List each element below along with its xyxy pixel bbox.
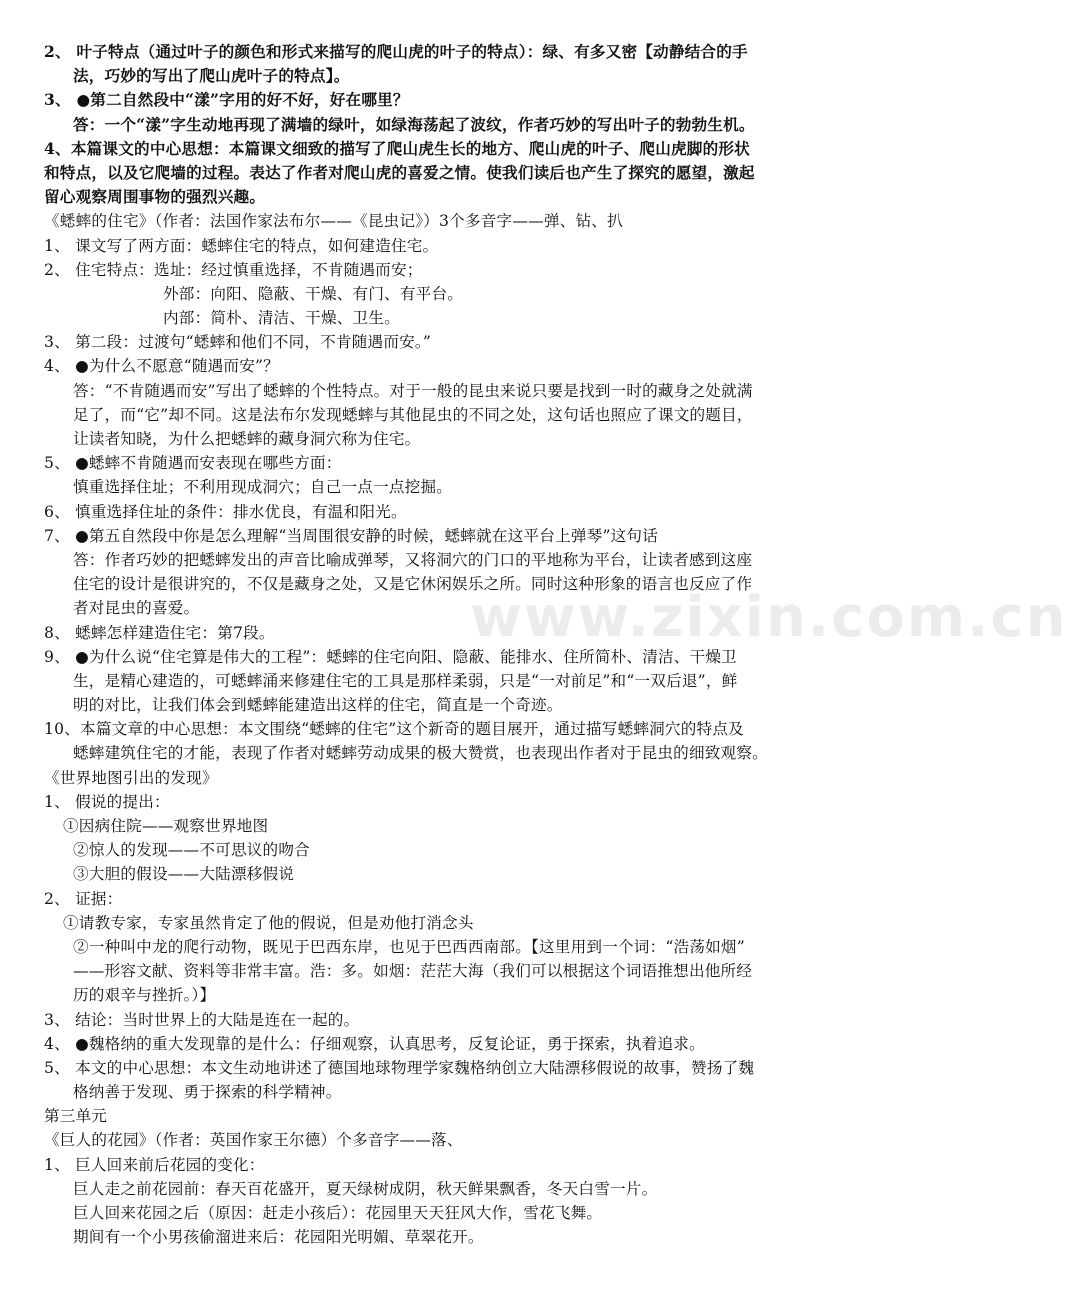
watermark: www.zixin.com.cn: [470, 585, 1068, 650]
text-line: 内部：简朴、清洁、干燥、卫生。: [163, 309, 400, 328]
list-item: ③大胆的假设——大陆漂移假说: [73, 865, 295, 884]
text-line: ——形容文献、资料等非常丰富。浩：多。如烟：茫茫大海（我们可以根据这个词语推想出他所经: [73, 962, 753, 981]
text-line: 慎重选择住址；不利用现成洞穴；自己一点一点挖掘。: [73, 478, 453, 497]
list-item: ②惊人的发现——不可思议的吻合: [73, 841, 310, 860]
text-line: 者对昆虫的喜爱。: [73, 599, 200, 618]
text-line: 期间有一个小男孩偷溜进来后：花园阳光明媚、草翠花开。: [73, 1228, 484, 1247]
text-line: 历的艰辛与挫折。）】: [73, 986, 216, 1005]
text-line: 答：一个“漾”字生动地再现了满墙的绿叶，如绿海荡起了波纹，作者巧妙的写出叶子的勃勃生机。: [73, 114, 755, 134]
list-item: ①因病住院——观察世界地图: [63, 817, 269, 835]
text-line: 9、 ●为什么说“住宅算是伟大的工程”：蟋蟀的住宅向阳、隐蔽、能排水、住所简朴、清洁、干燥卫: [44, 647, 737, 666]
text-line: 1、 巨人回来前后花园的变化：: [44, 1155, 265, 1174]
text-line: 让读者知晓，为什么把蟋蟀的藏身洞穴称为住宅。: [73, 430, 421, 448]
text-line: 格纳善于发现、勇于探索的科学精神。: [73, 1083, 342, 1102]
text-line: 生，是精心建造的，可蟋蟀涌来修建住宅的工具是那样柔弱，只是“一对前足”和“一双后退”，鲜: [73, 671, 738, 690]
text-line: 答：作者巧妙的把蟋蟀发出的声音比喻成弹琴，又将洞穴的门口的平地称为平台，让读者感到这座: [73, 550, 753, 569]
text-line: 2、 证据：: [44, 889, 123, 908]
text-line: 4、本篇课文的中心思想：本篇课文细致的描写了爬山虎生长的地方、爬山虎的叶子、爬山虎脚的形状: [44, 138, 750, 158]
text-line: 留心观察周围事物的强烈兴趣。: [44, 187, 266, 207]
text-line: 2、 住宅特点：选址：经过慎重选择，不肯随遇而安；: [44, 260, 423, 279]
list-item: ①请教专家，专家虽然肯定了他的假说，但是劝他打消念头: [63, 913, 474, 932]
text-line: 4、 ●为什么不愿意“随遇而安”？: [44, 357, 279, 376]
text-line: 明的对比，让我们体会到蟋蟀能建造出这样的住宅，简直是一个奇迹。: [73, 696, 563, 715]
text-line: 法，巧妙的写出了爬山虎叶子的特点】。: [73, 66, 350, 86]
text-line: 5、 本文的中心思想：本文生动地讲述了德国地球物理学家魏格纳创立大陆漂移假说的故事，赞扬了魏: [44, 1058, 755, 1077]
text-line: 4、 ●魏格纳的重大发现靠的是什么：仔细观察，认真思考，反复论证，勇于探索，执着追求。: [44, 1034, 705, 1053]
text-line: 3、 ●第二自然段中“漾”字用的好不好，好在哪里？: [44, 90, 409, 110]
text-line: 外部：向阳、隐蔽、干燥、有门、有平台。: [163, 284, 464, 303]
text-line: 巨人走之前花园前：春天百花盛开，夏天绿树成阴，秋天鲜果飘香，冬天白雪一片。: [73, 1179, 658, 1198]
text-line: 3、 第二段：过渡句“蟋蟀和他们不同，不肯随遇而安。”: [44, 333, 432, 352]
text-line: 6、 慎重选择住址的条件：排水优良，有温和阳光。: [44, 502, 407, 521]
text-line: 1、 假说的提出：: [44, 792, 170, 811]
list-item: ②一种叫中龙的爬行动物，既见于巴西东岸，也见于巴西西南部。【这里用到一个词：“浩荡如烟”: [73, 937, 745, 956]
text-line: 巨人回来花园之后（原因：赶走小孩后）：花园里天天狂风大作，雪花飞舞。: [73, 1204, 603, 1222]
lesson-title: 《蟋蟀的住宅》（作者：法国作家法布尔——《昆虫记》）3个多音字——弹、钻、扒: [44, 212, 623, 231]
text-line: 5、 ●蟋蟀不肯随遇而安表现在哪些方面：: [44, 454, 342, 473]
lesson-title: 《世界地图引出的发现》: [44, 768, 218, 787]
text-line: 足了，而“它”却不同。这是法布尔发现蟋蟀与其他昆虫的不同之处，这句话也照应了课文的题目，: [73, 405, 753, 424]
document-body: [44, 40, 880, 1249]
text-line: 7、 ●第五自然段中你是怎么理解“当周围很安静的时候，蟋蟀就在这平台上弹琴”这句话: [44, 526, 659, 545]
text-line: 2、 叶子特点（通过叶子的颜色和形式来描写的爬山虎的叶子的特点）：绿、有多又密【动静结合的手: [44, 42, 748, 61]
text-line: 1、 课文写了两方面：蟋蟀住宅的特点，如何建造住宅。: [44, 236, 439, 255]
lesson-title: 《巨人的花园》（作者：英国作家王尔德）个多音字——落、: [44, 1131, 463, 1150]
unit-title: 第三单元: [44, 1107, 108, 1126]
text-line: 答：“不肯随遇而安”写出了蟋蟀的个性特点。对于一般的昆虫来说只要是找到一时的藏身之处就满: [73, 381, 753, 400]
text-line: 8、 蟋蟀怎样建造住宅：第7段。: [44, 623, 275, 642]
text-line: 蟋蟀建筑住宅的才能，表现了作者对蟋蟀劳动成果的极大赞赏，也表现出作者对于昆虫的细致观察。: [73, 744, 768, 763]
text-line: 和特点，以及它爬墙的过程。表达了作者对爬山虎的喜爱之情。使我们读后也产生了探究的愿望，激起: [44, 162, 755, 182]
text-line: 3、 结论：当时世界上的大陆是连在一起的。: [44, 1010, 360, 1029]
text-line: 10、本篇文章的中心思想：本文围绕“蟋蟀的住宅”这个新奇的题目展开，通过描写蟋蟀洞穴的特点及: [44, 720, 744, 739]
text-line: 住宅的设计是很讲究的，不仅是藏身之处，又是它休闲娱乐之所。同时这种形象的语言也反应了作: [73, 575, 753, 594]
